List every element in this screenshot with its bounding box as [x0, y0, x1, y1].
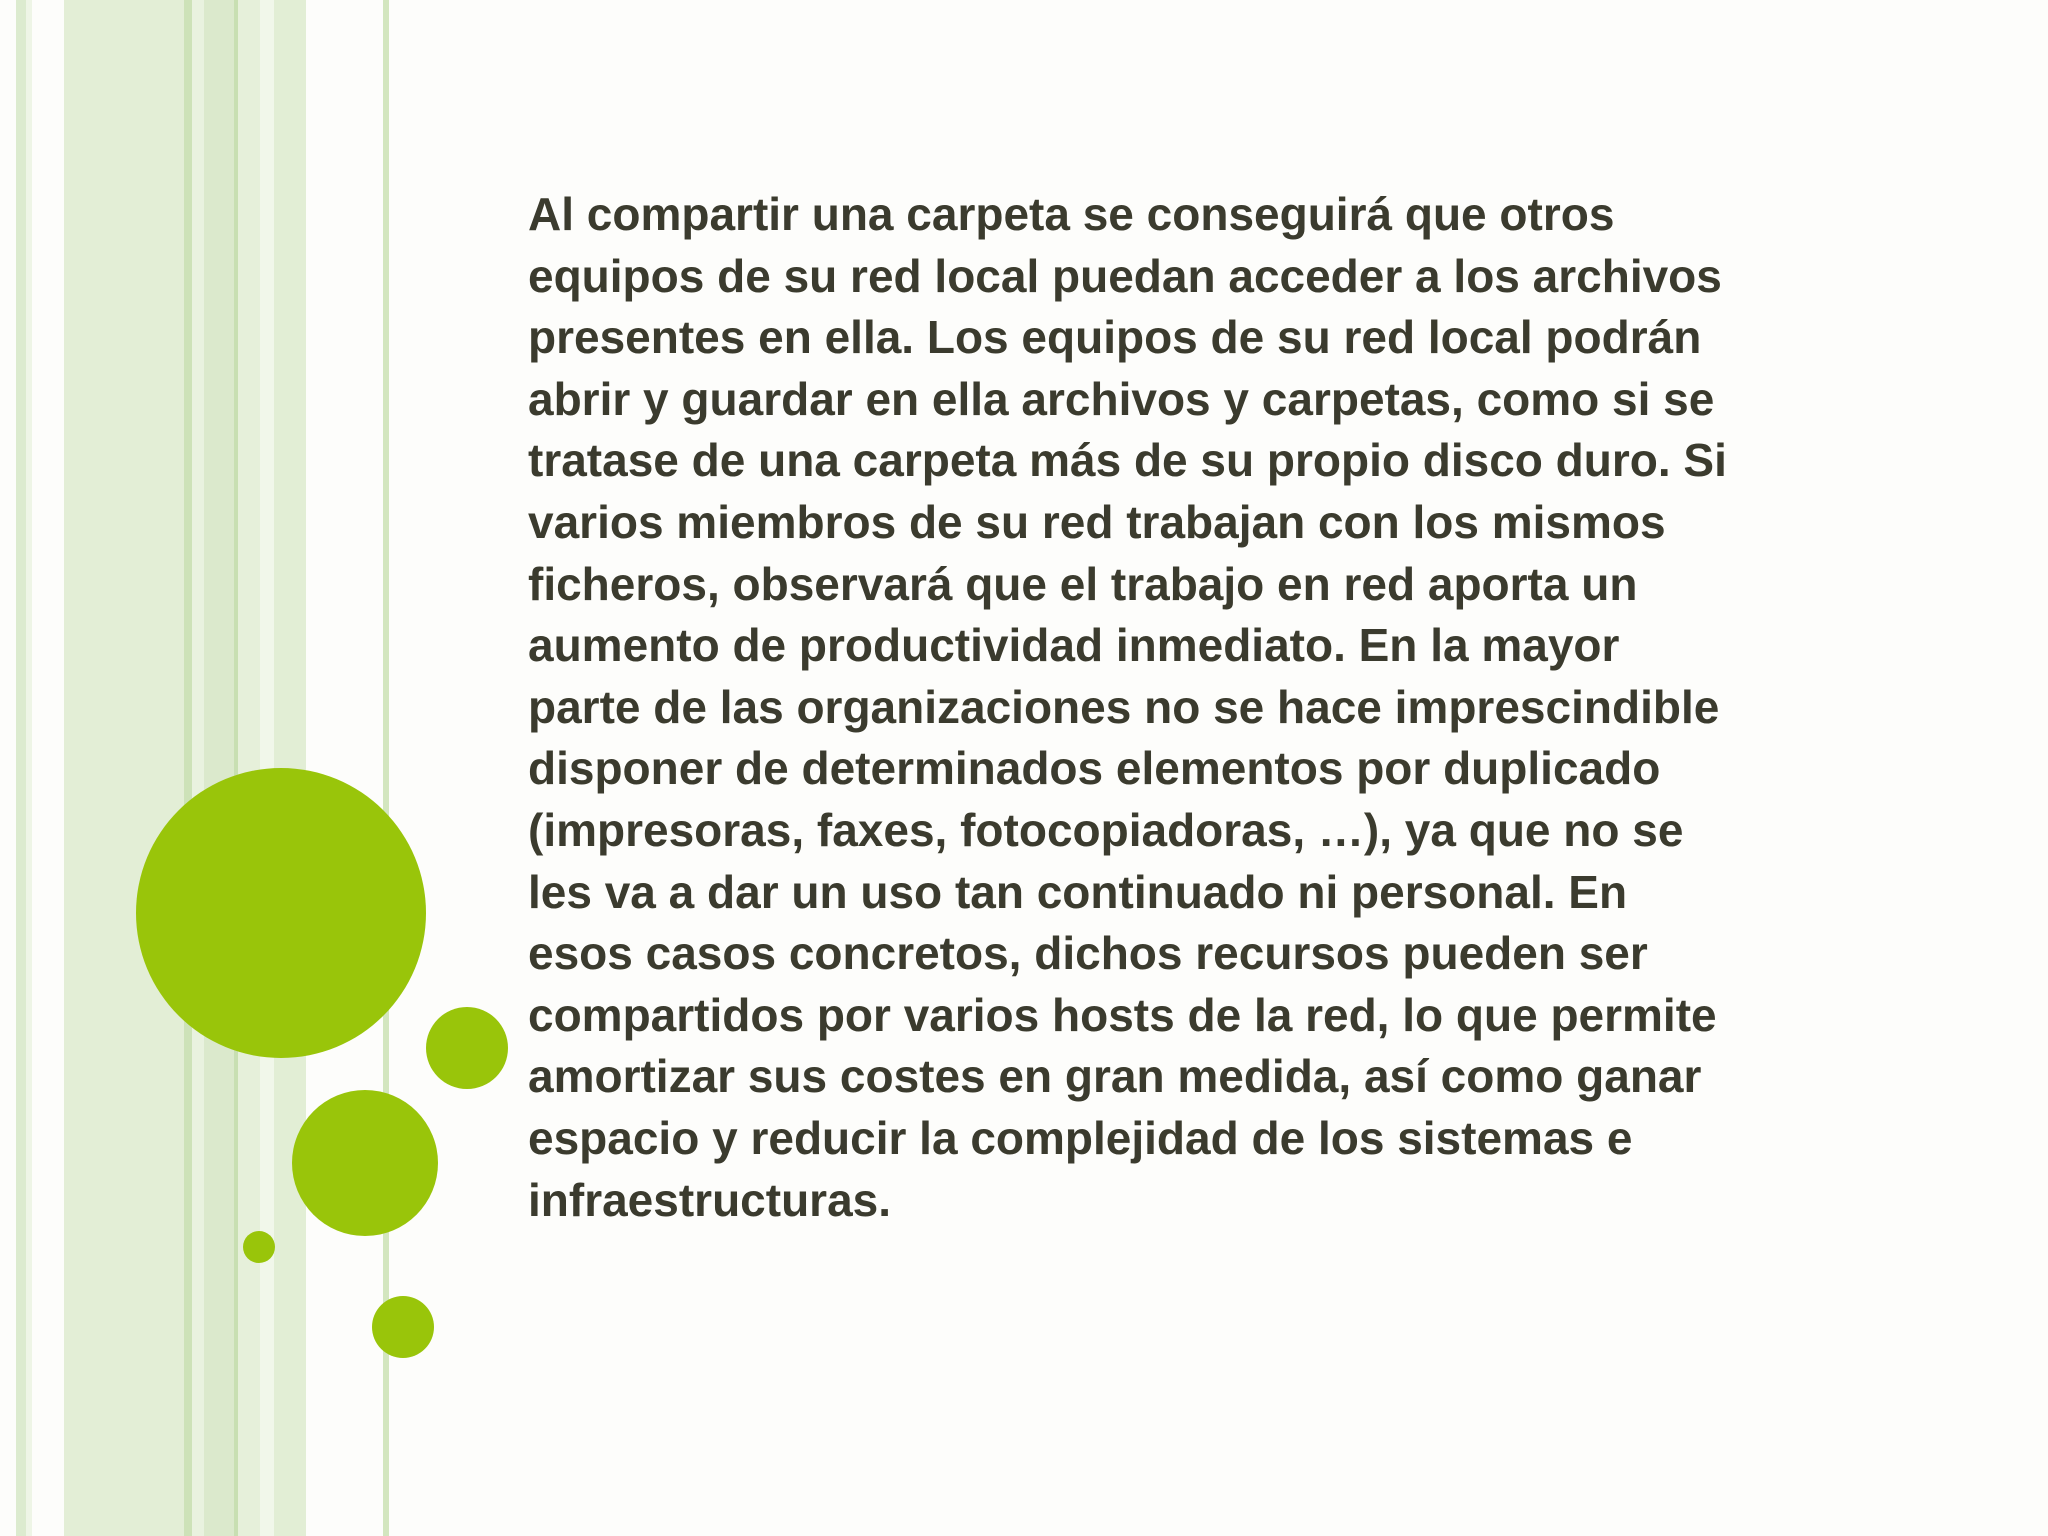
decor-stripe: [184, 0, 192, 1536]
body-line: abrir y guardar en ella archivos y carpetas, como si se: [528, 372, 1715, 425]
body-line: compartidos por varios hosts de la red, lo que permite: [528, 988, 1717, 1041]
body-line: parte de las organizaciones no se hace imprescindible: [528, 680, 1720, 733]
body-line: tratase de una carpeta más de su propio disco duro. Si: [528, 434, 1727, 487]
decor-stripe: [238, 0, 260, 1536]
body-line: (impresoras, faxes, fotocopiadoras, …), ya que no se: [528, 803, 1684, 856]
body-line: disponer de determinados elementos por duplicado: [528, 742, 1661, 795]
decor-stripe: [16, 0, 26, 1536]
decor-stripe: [64, 0, 184, 1536]
decor-circle: [426, 1007, 508, 1089]
body-line: esos casos concretos, dichos recursos pueden ser: [528, 927, 1648, 980]
body-line: infraestructuras.: [528, 1173, 892, 1226]
body-line: amortizar sus costes en gran medida, así como ganar: [528, 1050, 1702, 1103]
body-line: aumento de productividad inmediato. En la mayor: [528, 619, 1620, 672]
decor-circle: [136, 768, 426, 1058]
decor-stripe: [192, 0, 204, 1536]
decor-circle: [292, 1090, 438, 1236]
body-paragraph: [528, 184, 1868, 1231]
body-line: les va a dar un uso tan continuado ni personal. En: [528, 865, 1628, 918]
decor-circle: [243, 1231, 275, 1263]
body-line: presentes en ella. Los equipos de su red local podrán: [528, 311, 1702, 364]
body-line: varios miembros de su red trabajan con los mismos: [528, 495, 1666, 548]
body-line: equipos de su red local puedan acceder a los archivos: [528, 249, 1722, 302]
body-line: Al compartir una carpeta se conseguirá que otros: [528, 188, 1615, 240]
decor-stripe: [26, 0, 32, 1536]
body-line: espacio y reducir la complejidad de los sistemas e: [528, 1111, 1633, 1164]
decor-stripe: [204, 0, 234, 1536]
decor-circle: [372, 1296, 434, 1358]
body-line: ficheros, observará que el trabajo en red aporta un: [528, 557, 1638, 610]
